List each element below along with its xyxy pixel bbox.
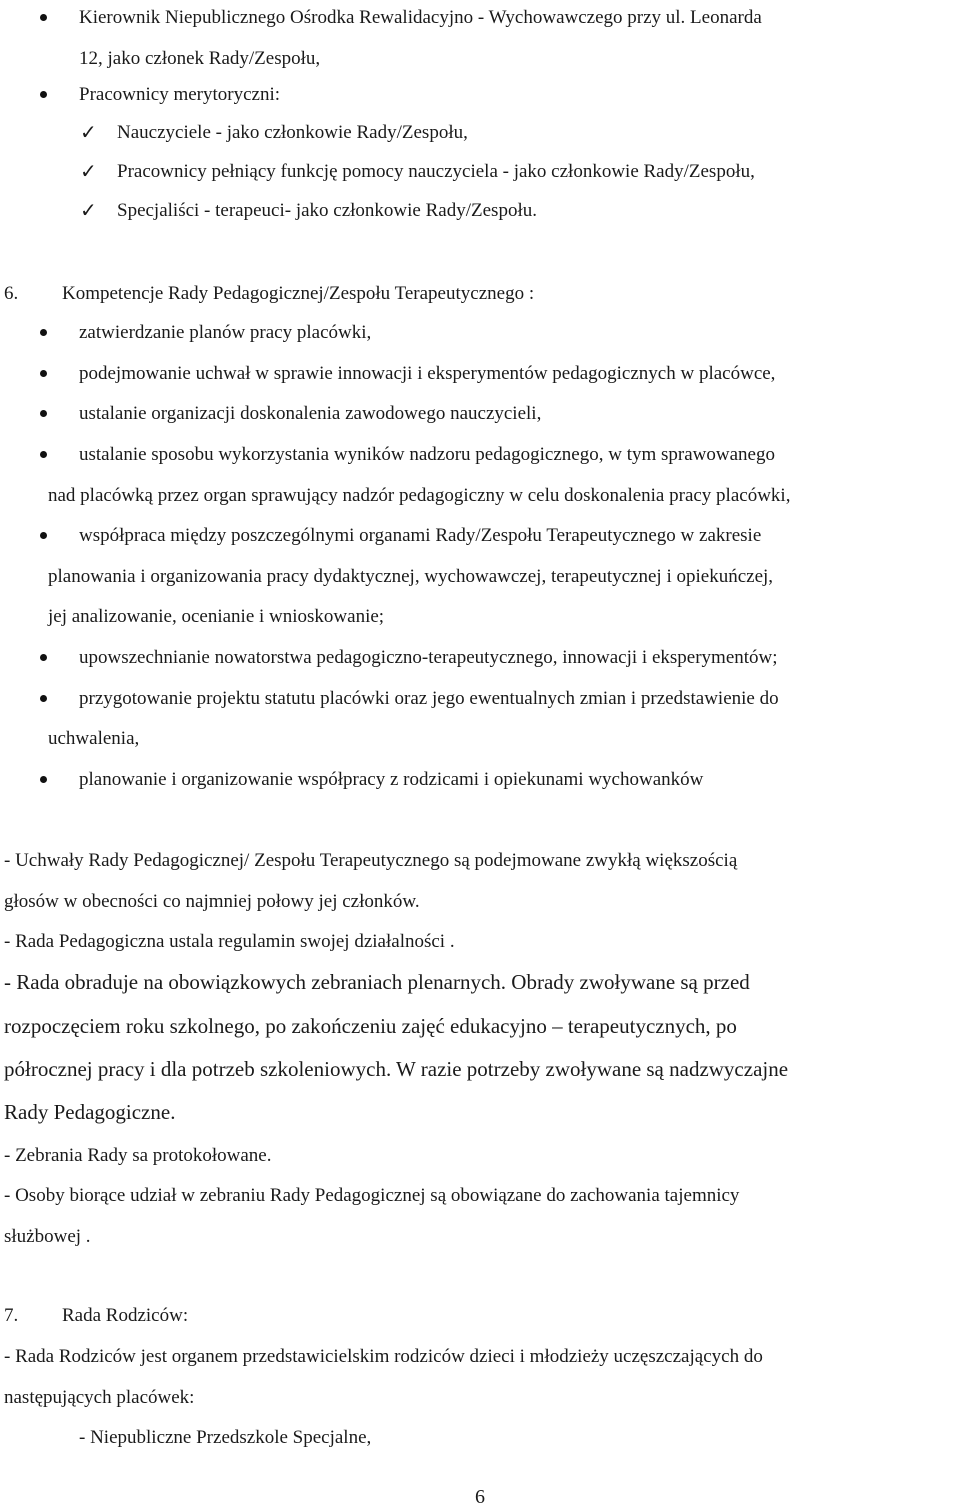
page-number: 6: [475, 1486, 485, 1508]
list-item-continuation: planowania i organizowania pracy dydaktycznej, wychowawczej, terapeutycznej i opiekuńczej,: [48, 566, 774, 587]
list-item: przygotowanie projektu statutu placówki oraz jego ewentualnych zmian i przedstawienie do: [79, 688, 779, 709]
section-heading: Rada Rodziców:: [62, 1305, 189, 1326]
bullet-icon: [40, 329, 47, 336]
paragraph-line: - Zebrania Rady sa protokołowane.: [4, 1145, 272, 1166]
checkmark-icon: ✓: [80, 159, 97, 183]
list-item-continuation: uchwalenia,: [48, 728, 140, 749]
paragraph-line: następujących placówek:: [4, 1387, 195, 1408]
list-item: Kierownik Niepublicznego Ośrodka Rewalidacyjno - Wychowawczego przy ul. Leonarda: [79, 7, 762, 28]
bullet-icon: [40, 654, 47, 661]
list-item: Pracownicy pełniący funkcję pomocy nauczyciela - jako członkowie Rady/Zespołu,: [117, 161, 755, 182]
list-item-continuation: 12, jako członek Rady/Zespołu,: [79, 48, 321, 69]
paragraph-line: - Uchwały Rady Pedagogicznej/ Zespołu Terapeutycznego są podejmowane zwykłą większością: [4, 850, 738, 871]
list-item: Nauczyciele - jako członkowie Rady/Zespołu,: [117, 122, 468, 143]
paragraph-line: półrocznej pracy i dla potrzeb szkoleniowych. W razie potrzeby zwoływane są nadzwyczajne: [4, 1057, 789, 1081]
list-item: upowszechnianie nowatorstwa pedagogiczno-terapeutycznego, innowacji i eksperymentów;: [79, 647, 778, 668]
bullet-icon: [40, 695, 47, 702]
list-item: Pracownicy merytoryczni:: [79, 84, 281, 105]
bullet-icon: [40, 776, 47, 783]
paragraph-line: rozpoczęciem roku szkolnego, po zakończeniu zajęć edukacyjno – terapeutycznych, po: [4, 1014, 737, 1038]
list-item-continuation: jej analizowanie, ocenianie i wnioskowanie;: [48, 606, 385, 627]
section-number: 6.: [4, 283, 19, 304]
list-item: Specjaliści - terapeuci- jako członkowie Rady/Zespołu.: [117, 200, 537, 221]
list-item: ustalanie organizacji doskonalenia zawodowego nauczycieli,: [79, 403, 542, 424]
section-number: 7.: [4, 1305, 19, 1326]
bullet-icon: [40, 451, 47, 458]
list-item: ustalanie sposobu wykorzystania wyników nadzoru pedagogicznego, w tym sprawowanego: [79, 444, 775, 465]
section-heading: Kompetencje Rady Pedagogicznej/Zespołu Terapeutycznego :: [62, 283, 535, 304]
paragraph-line: - Rada Rodziców jest organem przedstawicielskim rodziców dzieci i młodzieży uczęszczających do: [4, 1346, 763, 1367]
paragraph-line: - Osoby biorące udział w zebraniu Rady Pedagogicznej są obowiązane do zachowania tajemnicy: [4, 1185, 740, 1206]
paragraph-line: - Rada Pedagogiczna ustala regulamin swojej działalności .: [4, 931, 455, 952]
list-item-continuation: nad placówką przez organ sprawujący nadzór pedagogiczny w celu doskonalenia pracy placówki,: [48, 485, 791, 506]
paragraph-line: Rady Pedagogiczne.: [4, 1100, 176, 1124]
bullet-icon: [40, 532, 47, 539]
checkmark-icon: ✓: [80, 198, 97, 222]
paragraph-line: służbowej .: [4, 1226, 91, 1247]
bullet-icon: [40, 370, 47, 377]
list-item: współpraca między poszczególnymi organami Rady/Zespołu Terapeutycznego w zakresie: [79, 525, 762, 546]
bullet-icon: [40, 410, 47, 417]
list-item: - Niepubliczne Przedszkole Specjalne,: [79, 1427, 372, 1448]
paragraph-line: - Rada obraduje na obowiązkowych zebraniach plenarnych. Obrady zwoływane są przed: [4, 970, 750, 994]
bullet-icon: [40, 14, 47, 21]
checkmark-icon: ✓: [80, 120, 97, 144]
paragraph-line: głosów w obecności co najmniej połowy jej członków.: [4, 891, 420, 912]
bullet-icon: [40, 91, 47, 98]
list-item: zatwierdzanie planów pracy placówki,: [79, 322, 372, 343]
list-item: podejmowanie uchwał w sprawie innowacji i eksperymentów pedagogicznych w placówce,: [79, 363, 776, 384]
list-item: planowanie i organizowanie współpracy z rodzicami i opiekunami wychowanków: [79, 769, 704, 790]
